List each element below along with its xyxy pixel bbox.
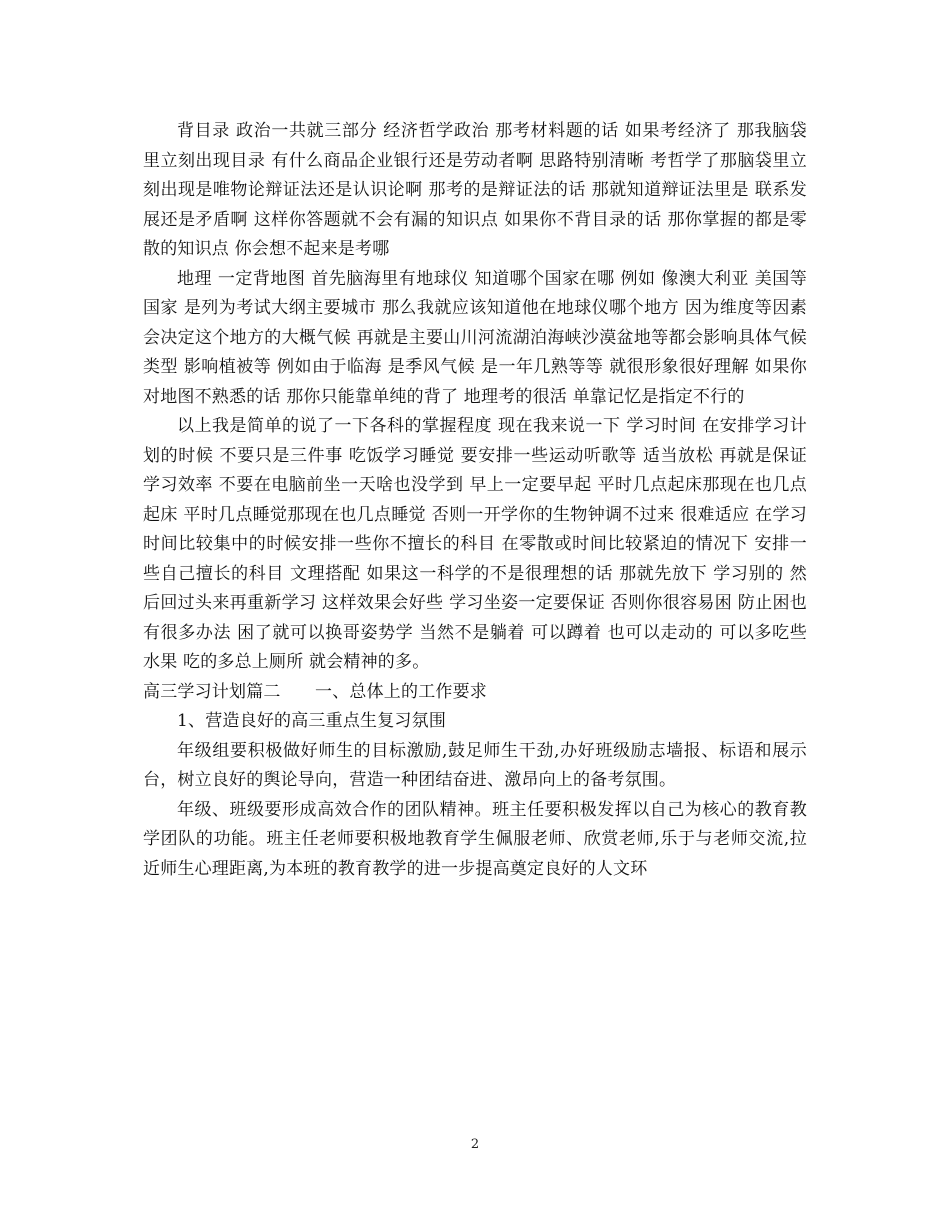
paragraph-geography-map: 地理 一定背地图 首先脑海里有地球仪 知道哪个国家在哪 例如 像澳大利亚 美国等国家 是列为考试大纲主要城市 那么我就应该知道他在地球仪哪个地方 因为维度等因素 会决定这个地方的大概气候 再就是主要山川河流湖泊海峡沙漠盆地等都会影响具体气候类型 影响植被等 例如由于临海 是季风气候 是一年几熟等等 就很形象很好理解 如果你对地图不熟悉的话 那你只能靠单纯的背了 地理考的很活 单靠记忆是指定不行的	[143, 268, 807, 407]
subheading-atmosphere: 1、营造良好的高三重点生复习氛围	[177, 711, 447, 731]
document-body	[143, 117, 807, 884]
section-heading: 高三学习计划篇二 一、总体上的工作要求	[143, 681, 487, 702]
page-number: 2	[470, 1137, 480, 1152]
paragraph-grade-motivation: 年级组要积极做好师生的目标激励,鼓足师生干劲,办好班级励志墙报、标语和展示台，树立良好的舆论导向，营造一种团结奋进、激昂向上的备考氛围。	[143, 740, 807, 790]
paragraph-politics-outline: 背目录 政治一共就三部分 经济哲学政治 那考材料题的话 如果考经济了 那我脑袋里立刻出现目录 有什么商品企业银行还是劳动者啊 思路特别清晰 考哲学了那脑袋里立刻出现是唯物论辩证法还是认识论啊 那考的是辩证法的话 那就知道辩证法里是 联系发展还是矛盾啊 这样你答题就不会有漏的知识点 如果你不背目录的话 那你掌握的都是零散的知识点 你会想不起来是考哪	[143, 121, 807, 259]
paragraph-team-spirit: 年级、班级要形成高效合作的团队精神。班主任要积极发挥以自己为核心的教育教学团队的功能。班主任老师要积极地教育学生佩服老师、欣赏老师,乐于与老师交流,拉近师生心理距离,为本班的教育教学的进一步提高奠定良好的人文环	[143, 799, 807, 879]
paragraph-study-time: 以上我是简单的说了一下各科的掌握程度 现在我来说一下 学习时间 在安排学习计划的时候 不要只是三件事 吃饭学习睡觉 要安排一些运动听歌等 适当放松 再就是保证学习效率 不要在电脑前坐一天啥也没学到 早上一定要早起 平时几点起床那现在也几点起床 平时几点睡觉那现在也几点睡觉 否则一开学你的生物钟调不过来 很难适应 在学习时间比较集中的时候安排一些你不擅长的科目 在零散或时间比较紧迫的情况下 安排一些自己擅长的科目 文理搭配 如果这一科学的不是很理想的话 那就先放下 学习别的 然后回过头来再重新学习 这样效果会好些 学习坐姿一定要保证 否则你很容易困 防止困也有很多办法 困了就可以换哥姿势学 当然不是躺着 可以蹲着 也可以走动的 可以多吃些水果 吃的多总上厕所 就会精神的多。	[143, 416, 807, 672]
